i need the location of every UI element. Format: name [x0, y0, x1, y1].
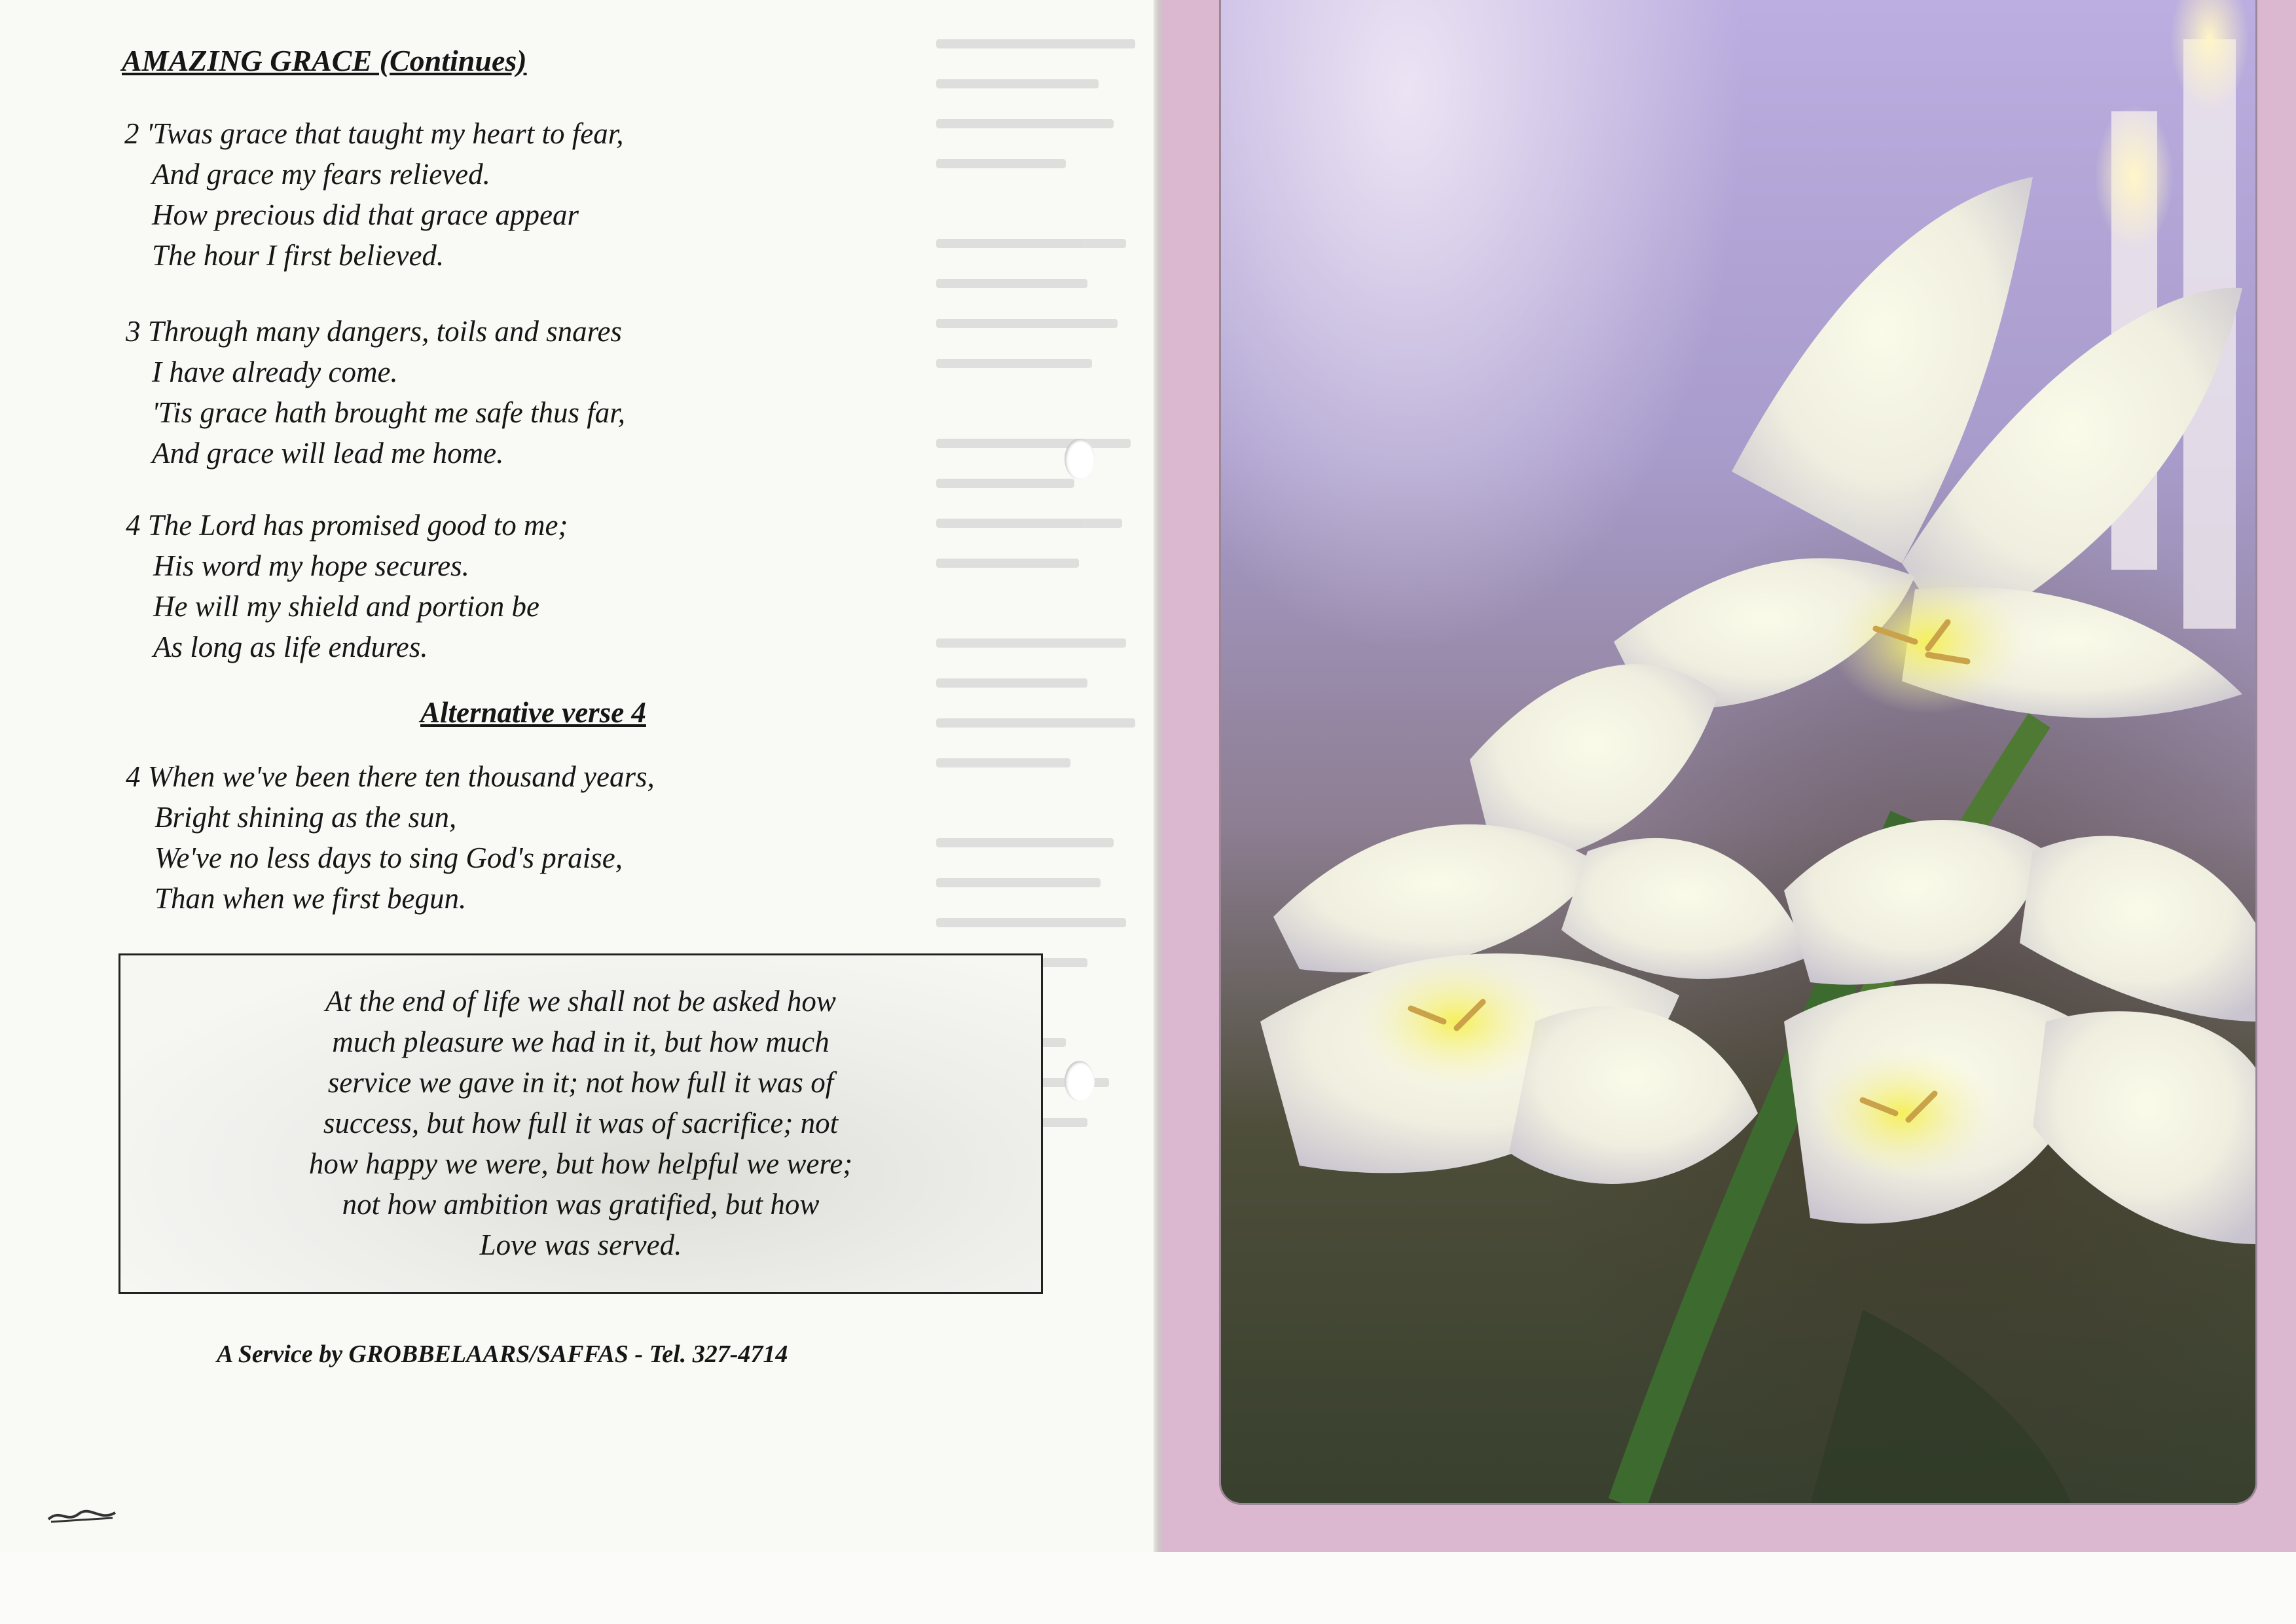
alternative-verse-heading: Alternative verse 4	[420, 696, 646, 729]
quote-line: how happy we were, but how helpful we were;	[308, 1147, 853, 1180]
scan-margin	[0, 1552, 2296, 1624]
verse-line: 'Tis grace hath brought me safe thus far,	[152, 396, 625, 429]
quote-line: much pleasure we had in it, but how much	[332, 1025, 829, 1058]
binder-hole	[1065, 439, 1095, 479]
quote-box	[118, 953, 1043, 1294]
lily-illustration	[1221, 0, 2257, 1505]
quote-line: service we gave in it; not how full it was of	[327, 1066, 834, 1099]
quote-line: Love was served.	[479, 1228, 682, 1261]
verse-line: 3 Through many dangers, toils and snares	[126, 315, 622, 348]
verse-line: His word my hope secures.	[153, 549, 469, 582]
page-fold	[1154, 0, 1164, 1552]
verse-line: Bright shining as the sun,	[155, 801, 457, 834]
verse-line: 2 'Twas grace that taught my heart to fear,	[124, 117, 624, 150]
verse-line: And grace my fears relieved.	[152, 158, 490, 191]
verse-line: He will my shield and portion be	[153, 590, 539, 623]
verse-line: 4 When we've been there ten thousand years,	[126, 760, 655, 793]
verse-line: And grace will lead me home.	[152, 437, 504, 470]
quote-line: success, but how full it was of sacrifice; not	[323, 1107, 839, 1139]
handwritten-mark	[47, 1502, 119, 1528]
verse-line: As long as life endures.	[153, 631, 428, 663]
quote-line: not how ambition was gratified, but how	[342, 1188, 820, 1221]
lily-flowers-image	[1219, 0, 2257, 1505]
verse-line: How precious did that grace appear	[152, 198, 579, 231]
binder-hole	[1065, 1061, 1095, 1101]
verse-line: We've no less days to sing God's praise,	[155, 841, 623, 874]
left-page	[0, 0, 1159, 1552]
verse-line: 4 The Lord has promised good to me;	[126, 509, 568, 542]
verse-line: The hour I first believed.	[152, 239, 445, 272]
funeral-service-footer: A Service by GROBBELAARS/SAFFAS - Tel. 327-4714	[217, 1340, 788, 1368]
quote-line: At the end of life we shall not be asked how	[325, 985, 836, 1018]
verse-line: I have already come.	[152, 356, 398, 388]
hymn-heading: AMAZING GRACE (Continues)	[122, 44, 527, 77]
verse-line: Than when we first begun.	[155, 882, 467, 915]
